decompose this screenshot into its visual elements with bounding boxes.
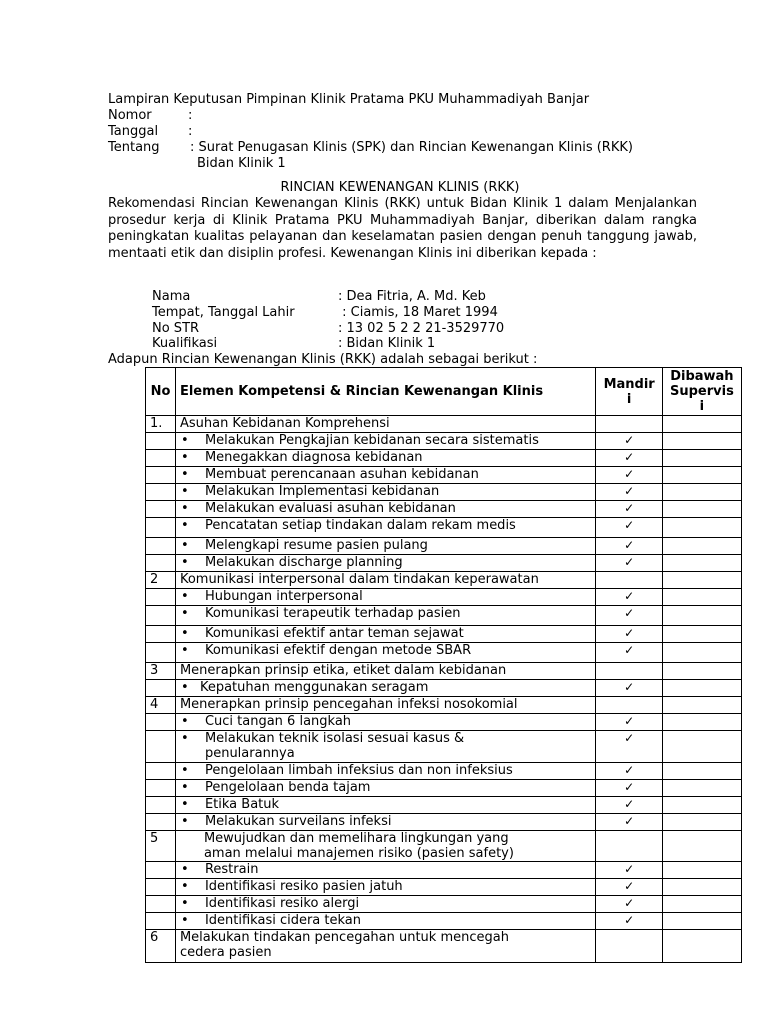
section-title-line: Menerapkan prinsip pencegahan infeksi nosokomial (179, 697, 518, 712)
check-icon: ✓ (624, 780, 635, 794)
mandiri-cell (596, 831, 662, 862)
item-text: Identifikasi resiko alergi (204, 896, 360, 911)
section-row (146, 930, 742, 963)
item-text-cell (175, 450, 596, 467)
mandiri-cell (596, 606, 662, 626)
item-number-cell (146, 731, 176, 763)
item-row (146, 763, 742, 780)
check-icon: ✓ (624, 450, 635, 464)
item-number-cell (146, 913, 176, 930)
supervisi-cell (662, 831, 741, 862)
section-title-line: Melakukan tindakan pencegahan untuk mencegah (179, 930, 509, 945)
section-title-line: aman melalui manajemen risiko (pasien safety) (203, 846, 514, 861)
check-icon: ✓ (624, 763, 635, 777)
bullet-icon: • (180, 714, 189, 729)
item-text-cell (175, 714, 596, 731)
item-text: penularannya (204, 746, 295, 761)
mandiri-cell (596, 643, 662, 663)
supervisi-cell (662, 896, 741, 913)
section-row (146, 697, 742, 714)
mandiri-cell (596, 879, 662, 896)
mandiri-cell (596, 913, 662, 930)
header-supervisi-line3: i (699, 399, 705, 414)
item-number-cell (146, 780, 176, 797)
section-title (175, 697, 596, 714)
mandiri-cell (596, 714, 662, 731)
item-text: Komunikasi terapeutik terhadap pasien (204, 606, 461, 621)
check-icon: ✓ (624, 797, 635, 811)
supervisi-cell (662, 780, 741, 797)
item-number-cell (146, 538, 176, 555)
header-elemen: Elemen Kompetensi & Rincian Kewenangan Klinis (175, 368, 596, 416)
item-text-cell (175, 879, 596, 896)
identity-label: Kualifikasi (152, 336, 218, 351)
bullet-icon: • (180, 731, 189, 746)
check-icon: ✓ (624, 714, 635, 728)
item-row (146, 450, 742, 467)
item-text-cell (175, 780, 596, 797)
item-row (146, 589, 742, 606)
mandiri-cell (596, 467, 662, 484)
mandiri-cell (596, 555, 662, 572)
mandiri-cell (596, 697, 662, 714)
item-number-cell (146, 814, 176, 831)
item-number-cell (146, 589, 176, 606)
supervisi-cell (662, 930, 741, 963)
item-number-cell (146, 643, 176, 663)
item-row (146, 643, 742, 663)
item-text-cell (175, 467, 596, 484)
item-text: Melakukan discharge planning (204, 555, 403, 570)
header-supervisi-line2: Supervis (669, 384, 734, 399)
supervisi-cell (662, 555, 741, 572)
bullet-icon: • (180, 589, 189, 604)
item-number-cell (146, 555, 176, 572)
mandiri-cell (596, 416, 662, 433)
header-mandiri (596, 368, 662, 416)
item-text-cell (175, 731, 596, 763)
mandiri-cell (596, 589, 662, 606)
supervisi-cell (662, 606, 741, 626)
check-icon: ✓ (624, 589, 635, 603)
section-title-line: cedera pasien (179, 945, 272, 960)
rkk-table (145, 367, 742, 963)
item-row (146, 714, 742, 731)
mandiri-cell (596, 763, 662, 780)
item-text: Komunikasi efektif antar teman sejawat (204, 626, 464, 641)
check-icon: ✓ (624, 433, 635, 447)
mandiri-cell (596, 538, 662, 555)
check-icon: ✓ (624, 814, 635, 828)
mandiri-cell (596, 484, 662, 501)
check-icon: ✓ (624, 626, 635, 640)
header-mandiri-line2: i (626, 391, 632, 407)
item-text-cell (175, 814, 596, 831)
bullet-icon: • (180, 467, 189, 482)
section-title-line: Asuhan Kebidanan Komprehensi (179, 416, 390, 431)
check-icon: ✓ (624, 538, 635, 552)
mandiri-cell (596, 930, 662, 963)
identity-value: : Bidan Klinik 1 (338, 336, 436, 351)
identity-value: : 13 02 5 2 2 21-3529770 (338, 321, 505, 336)
mandiri-cell (596, 518, 662, 538)
item-number-cell (146, 501, 176, 518)
identity-value: : Dea Fitria, A. Md. Keb (338, 289, 486, 304)
check-icon: ✓ (624, 467, 635, 481)
identity-label: Tempat, Tanggal Lahir (152, 305, 295, 320)
identity-label: No STR (152, 321, 200, 336)
bullet-icon: • (180, 484, 189, 499)
supervisi-cell (662, 731, 741, 763)
item-text-cell (175, 680, 596, 697)
item-text: Komunikasi efektif dengan metode SBAR (204, 643, 472, 658)
bullet-icon: • (180, 518, 189, 533)
section-row (146, 831, 742, 862)
item-row (146, 680, 742, 697)
section-number: 5 (146, 831, 176, 862)
bullet-icon: • (180, 450, 189, 465)
tentang-value-2: Bidan Klinik 1 (197, 156, 286, 171)
item-text-cell (175, 643, 596, 663)
item-row (146, 484, 742, 501)
bullet-icon: • (180, 879, 189, 894)
item-text: Melakukan Implementasi kebidanan (204, 484, 440, 499)
item-text: Identifikasi cidera tekan (204, 913, 362, 928)
identity-nama (152, 289, 486, 305)
nomor-value: : (188, 108, 193, 123)
supervisi-cell (662, 416, 741, 433)
check-icon: ✓ (624, 862, 635, 876)
item-row (146, 538, 742, 555)
item-row (146, 814, 742, 831)
supervisi-cell (662, 518, 741, 538)
item-text: Melengkapi resume pasien pulang (204, 538, 428, 553)
supervisi-cell (662, 663, 741, 680)
item-number-cell (146, 763, 176, 780)
header-supervisi-line1: Dibawah (670, 369, 734, 384)
supervisi-cell (662, 913, 741, 930)
section-title (175, 416, 596, 433)
section-number: 2 (146, 572, 176, 589)
lampiran-title: Lampiran Keputusan Pimpinan Klinik Pratama PKU Muhammadiyah Banjar (108, 92, 590, 107)
supervisi-cell (662, 879, 741, 896)
item-text-cell (175, 433, 596, 450)
item-text-cell (175, 538, 596, 555)
identity-label: Nama (152, 289, 191, 304)
item-text: Kepatuhan menggunakan seragam (199, 680, 429, 695)
mandiri-cell (596, 663, 662, 680)
item-text-cell (175, 763, 596, 780)
item-text: Etika Batuk (204, 797, 280, 812)
check-icon: ✓ (624, 555, 635, 569)
item-row (146, 862, 742, 879)
check-icon: ✓ (624, 913, 635, 927)
table-header-row (146, 368, 742, 416)
item-text: Identifikasi resiko pasien jatuh (204, 879, 403, 894)
supervisi-cell (662, 763, 741, 780)
header-mandiri-line1: Mandir (603, 376, 655, 392)
item-row (146, 501, 742, 518)
check-icon: ✓ (624, 606, 635, 620)
item-text-cell (175, 913, 596, 930)
identity-value: : Ciamis, 18 Maret 1994 (338, 305, 498, 320)
section-title-line: Menerapkan prinsip etika, etiket dalam kebidanan (179, 663, 507, 678)
item-text: Restrain (204, 862, 259, 877)
bullet-icon: • (180, 797, 189, 812)
section-row (146, 663, 742, 680)
item-number-cell (146, 518, 176, 538)
item-row (146, 896, 742, 913)
mandiri-cell (596, 797, 662, 814)
item-text-cell (175, 626, 596, 643)
item-text: Menegakkan diagnosa kebidanan (204, 450, 423, 465)
item-number-cell (146, 433, 176, 450)
item-number-cell (146, 467, 176, 484)
supervisi-cell (662, 814, 741, 831)
item-row (146, 518, 742, 538)
mandiri-cell (596, 814, 662, 831)
bullet-icon: • (180, 555, 189, 570)
item-text-cell (175, 589, 596, 606)
item-number-cell (146, 896, 176, 913)
tanggal-label: Tanggal (108, 124, 159, 139)
item-text: Cuci tangan 6 langkah (204, 714, 352, 729)
supervisi-cell (662, 467, 741, 484)
item-number-cell (146, 606, 176, 626)
document-title: RINCIAN KEWENANGAN KLINIS (RKK) (280, 180, 520, 195)
bullet-icon: • (180, 814, 189, 829)
table-intro: Adapun Rincian Kewenangan Klinis (RKK) adalah sebagai berikut : (108, 352, 538, 367)
mandiri-cell (596, 896, 662, 913)
mandiri-cell (596, 450, 662, 467)
check-icon: ✓ (624, 484, 635, 498)
bullet-icon: • (180, 763, 189, 778)
supervisi-cell (662, 797, 741, 814)
item-number-cell (146, 862, 176, 879)
check-icon: ✓ (624, 501, 635, 515)
check-icon: ✓ (624, 896, 635, 910)
item-text-cell (175, 862, 596, 879)
section-title-line: Komunikasi interpersonal dalam tindakan keperawatan (179, 572, 539, 587)
nomor-label: Nomor (108, 108, 152, 123)
item-row (146, 467, 742, 484)
bullet-icon: • (180, 538, 189, 553)
check-icon: ✓ (624, 643, 635, 657)
item-text-cell (175, 606, 596, 626)
bullet-icon: • (180, 862, 189, 877)
section-number: 6 (146, 930, 176, 963)
supervisi-cell (662, 626, 741, 643)
identity-kualifikasi (152, 336, 435, 352)
item-text: Pengelolaan benda tajam (204, 780, 371, 795)
tanggal-value: : (188, 124, 193, 139)
supervisi-cell (662, 433, 741, 450)
section-row (146, 416, 742, 433)
mandiri-cell (596, 862, 662, 879)
section-title (175, 831, 596, 862)
item-number-cell (146, 450, 176, 467)
supervisi-cell (662, 484, 741, 501)
supervisi-cell (662, 714, 741, 731)
item-text-cell (175, 501, 596, 518)
header-no: No (146, 368, 176, 416)
item-text-cell (175, 484, 596, 501)
item-row (146, 433, 742, 450)
intro-paragraph: Rekomendasi Rincian Kewenangan Klinis (RKK) untuk Bidan Klinik 1 dalam Menjalankan prosedur kerja di Klinik Pratama PKU Muhammadiyah Banjar, diberikan dalam rangka peningkatan kualitas pelayanan dan keselamatan pasien dengan penuh tanggung jawab, mentaati etik dan disiplin profesi. Kewenangan Klinis ini diberikan kepada : (108, 196, 697, 261)
section-number: 4 (146, 697, 176, 714)
item-row (146, 606, 742, 626)
section-title-line: Mewujudkan dan memelihara lingkungan yang (203, 831, 509, 846)
item-number-cell (146, 879, 176, 896)
tentang-value: : Surat Penugasan Klinis (SPK) dan Rincian Kewenangan Klinis (RKK) (190, 140, 633, 155)
bullet-icon: • (180, 626, 189, 641)
bullet-icon: • (180, 433, 189, 448)
item-text: Pengelolaan limbah infeksius dan non infeksius (204, 763, 513, 778)
section-title (175, 930, 596, 963)
bullet-icon: • (180, 913, 189, 928)
supervisi-cell (662, 680, 741, 697)
bullet-icon: • (180, 896, 189, 911)
item-text-cell (175, 555, 596, 572)
section-number: 3 (146, 663, 176, 680)
supervisi-cell (662, 697, 741, 714)
item-row (146, 626, 742, 643)
check-icon: ✓ (624, 879, 635, 893)
supervisi-cell (662, 589, 741, 606)
supervisi-cell (662, 501, 741, 518)
check-icon: ✓ (624, 731, 635, 745)
mandiri-cell (596, 501, 662, 518)
check-icon: ✓ (624, 518, 635, 532)
item-row (146, 780, 742, 797)
item-row (146, 731, 742, 763)
item-text: Melakukan surveilans infeksi (204, 814, 392, 829)
mandiri-cell (596, 626, 662, 643)
item-text: Hubungan interpersonal (204, 589, 363, 604)
supervisi-cell (662, 643, 741, 663)
item-row (146, 797, 742, 814)
bullet-icon: • (180, 501, 189, 516)
mandiri-cell (596, 731, 662, 763)
check-icon: ✓ (624, 680, 635, 694)
item-number-cell (146, 680, 176, 697)
item-number-cell (146, 797, 176, 814)
item-number-cell (146, 484, 176, 501)
bullet-icon: • (180, 680, 189, 695)
item-text-cell (175, 797, 596, 814)
item-text: Melakukan evaluasi asuhan kebidanan (204, 501, 456, 516)
item-text: Melakukan teknik isolasi sesuai kasus & (204, 731, 465, 746)
section-title (175, 663, 596, 680)
bullet-icon: • (180, 643, 189, 658)
mandiri-cell (596, 572, 662, 589)
item-row (146, 555, 742, 572)
section-title (175, 572, 596, 589)
item-text-cell (175, 518, 596, 538)
item-row (146, 913, 742, 930)
tentang-label: Tentang (108, 140, 160, 155)
item-text: Melakukan Pengkajian kebidanan secara sistematis (204, 433, 539, 448)
item-text: Pencatatan setiap tindakan dalam rekam medis (204, 518, 516, 533)
supervisi-cell (662, 538, 741, 555)
supervisi-cell (662, 450, 741, 467)
bullet-icon: • (180, 606, 189, 621)
mandiri-cell (596, 780, 662, 797)
item-number-cell (146, 714, 176, 731)
item-row (146, 879, 742, 896)
bullet-icon: • (180, 780, 189, 795)
mandiri-cell (596, 680, 662, 697)
rkk-table-body (146, 416, 742, 963)
supervisi-cell (662, 862, 741, 879)
item-text-cell (175, 896, 596, 913)
mandiri-cell (596, 433, 662, 450)
supervisi-cell (662, 572, 741, 589)
identity-ttl (152, 305, 498, 321)
item-text: Membuat perencanaan asuhan kebidanan (204, 467, 479, 482)
item-number-cell (146, 626, 176, 643)
identity-str (152, 321, 504, 337)
header-supervisi (662, 368, 741, 416)
section-row (146, 572, 742, 589)
section-number: 1. (146, 416, 176, 433)
